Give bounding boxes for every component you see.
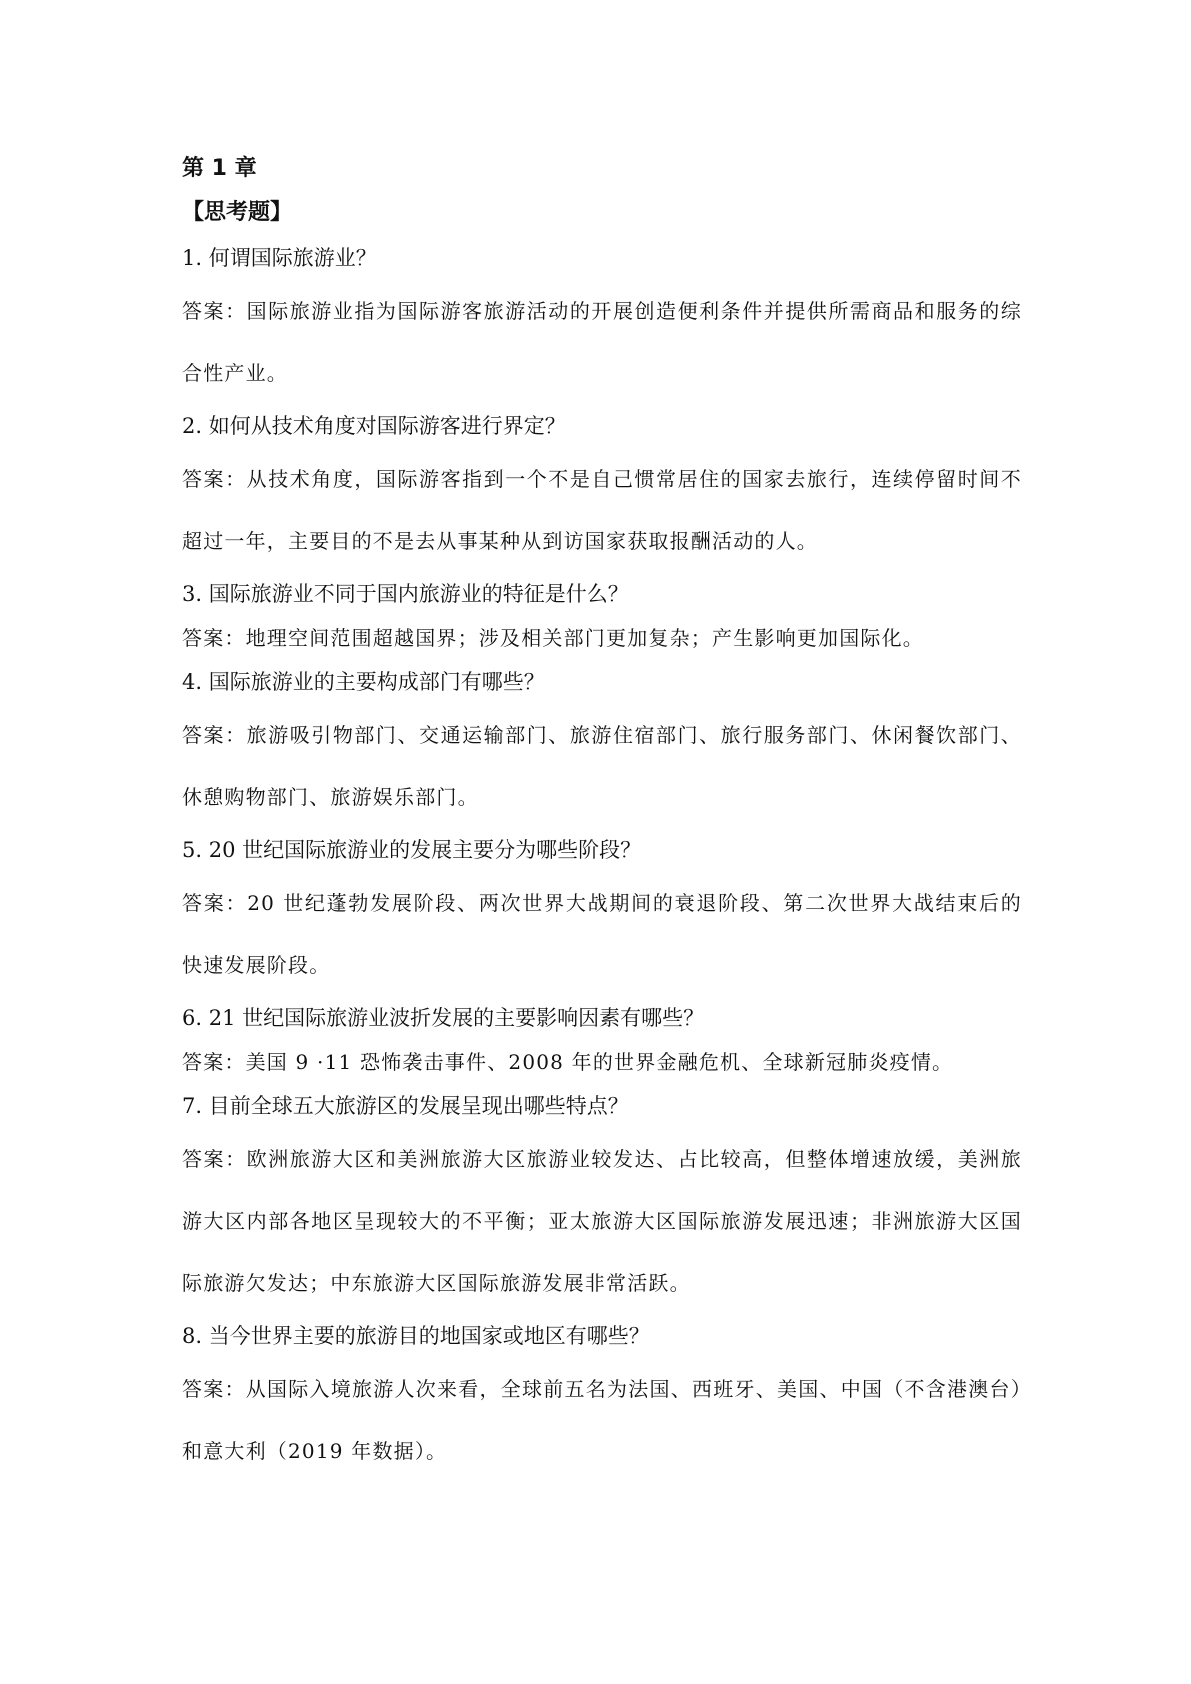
question-4: 4. 国际旅游业的主要构成部门有哪些？ — [182, 670, 545, 694]
section-title: 【思考题】 — [182, 200, 293, 225]
qa-item-7 — [182, 1084, 1022, 1314]
answer-4: 答案：旅游吸引物部门、交通运输部门、旅游住宿部门、旅行服务部门、休闲餐饮部门、休憩购物部门、旅游娱乐部门。 — [182, 723, 1022, 809]
qa-item-8 — [182, 1314, 1022, 1482]
document-page — [182, 148, 1022, 1482]
answer-6: 答案：美国 9 ·11 恐怖袭击事件、2008 年的世界金融危机、全球新冠肺炎疫情。 — [182, 1050, 954, 1074]
qa-item-6 — [182, 996, 1022, 1084]
question-8: 8. 当今世界主要的旅游目的地国家或地区有哪些？ — [182, 1324, 650, 1348]
answer-7: 答案：欧洲旅游大区和美洲旅游大区旅游业较发达、占比较高，但整体增速放缓，美洲旅游大区内部各地区呈现较大的不平衡；亚太旅游大区国际旅游发展迅速；非洲旅游大区国际旅游欠发达；中东旅游大区国际旅游发展非常活跃。 — [182, 1147, 1022, 1295]
question-2: 2. 如何从技术角度对国际游客进行界定？ — [182, 414, 566, 438]
qa-item-3 — [182, 572, 1022, 660]
qa-item-5 — [182, 828, 1022, 996]
answer-1: 答案：国际旅游业指为国际游客旅游活动的开展创造便利条件并提供所需商品和服务的综合性产业。 — [182, 299, 1022, 385]
answer-5: 答案：20 世纪蓬勃发展阶段、两次世界大战期间的衰退阶段、第二次世界大战结束后的快速发展阶段。 — [182, 891, 1022, 977]
qa-item-1 — [182, 236, 1022, 404]
answer-8: 答案：从国际入境旅游人次来看，全球前五名为法国、西班牙、美国、中国（不含港澳台）和意大利（2019 年数据）。 — [182, 1377, 1022, 1463]
qa-item-2 — [182, 404, 1022, 572]
question-1: 1. 何谓国际旅游业？ — [182, 246, 377, 270]
question-5: 5. 20 世纪国际旅游业的发展主要分为哪些阶段？ — [182, 838, 642, 862]
question-3: 3. 国际旅游业不同于国内旅游业的特征是什么？ — [182, 582, 629, 606]
question-7: 7. 目前全球五大旅游区的发展呈现出哪些特点？ — [182, 1094, 629, 1118]
chapter-title: 第 1 章 — [182, 156, 257, 181]
answer-2: 答案：从技术角度，国际游客指到一个不是自己惯常居住的国家去旅行，连续停留时间不超过一年，主要目的不是去从事某种从到访国家获取报酬活动的人。 — [182, 467, 1022, 553]
question-6: 6. 21 世纪国际旅游业波折发展的主要影响因素有哪些？ — [182, 1006, 705, 1030]
answer-3: 答案：地理空间范围超越国界；涉及相关部门更加复杂；产生影响更加国际化。 — [182, 626, 924, 650]
qa-item-4 — [182, 660, 1022, 828]
